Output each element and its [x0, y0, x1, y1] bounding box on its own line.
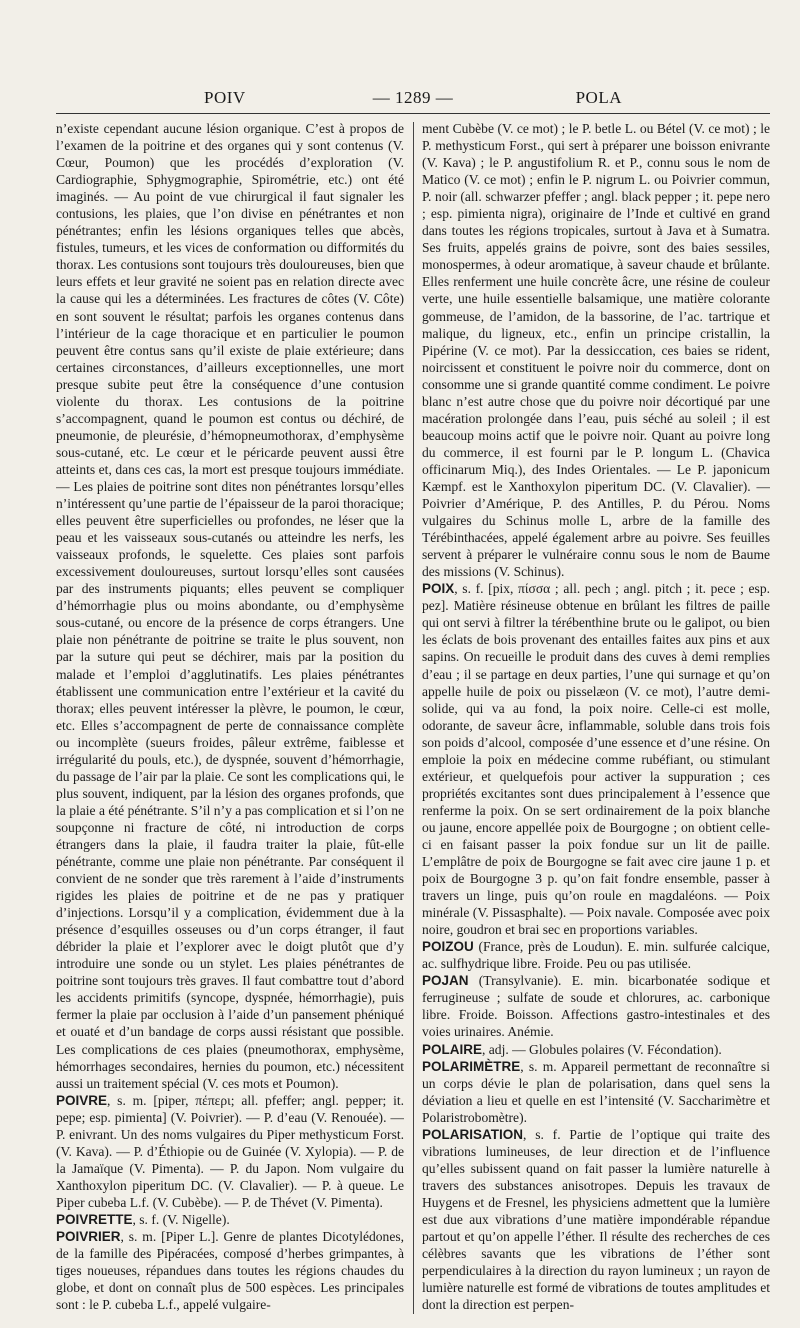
running-head-right: POLA [575, 88, 622, 107]
entry-headword: POIZOU [422, 939, 474, 955]
dictionary-entry [422, 972, 770, 1040]
entry-text: , s. f. [pix, πίσσα ; all. pech ; angl. pitch ; it. pece ; esp. pez]. Matière résineuse obtenue en brûlant les filtres de paille qui ont servi à filtrer la térébenthine brute ou le galipot, ou bien les éclats de bois provenant des entailles faites aux pins et aux sapins. On recueille le produit dans des cuves à demi remplies d’eau ; il se partage en deux parties, l’une qui surnage et qu’on appelle huile de poix ou pisselæon (V. ce mot), l’autre demi-solide, qui va au fond, la poix noire. Celle-ci est molle, odorante, de saveur âcre, inflammable, soluble dans trois fois son poids d’alcool, composée d’une essence et d’une résine. On emploie la poix en médecine comme rubéfiant, ou stimulant extérieur, et quelquefois pour activer la suppuration ; ces propriétés excitantes sont dues principalement à l’essence que renferme la poix. On se sert ordinairement de la poix blanche ou jaune, encore appellée poix de Bourgogne ; on obtient celle-ci en faisant passer la poix fondue sur un lit de paille. L’emplâtre de poix de Bourgogne se fait avec cire jaune 1 p. et poix de Bourgogne 3 p. qu’on fait fondre ensemble, passer à travers un linge, puis qu’on roule en magdaléons. — Poix minérale (V. Pissasphalte). — Poix navale. Composée avec poix noire, goudron et brai sec en proportions variables. [422, 581, 770, 938]
running-head-left: POIV [204, 88, 246, 107]
entry-headword: POLARISATION [422, 1126, 523, 1142]
entry-headword: POJAN [422, 973, 469, 989]
dictionary-entry [56, 1211, 404, 1228]
dictionary-entry [422, 1041, 770, 1058]
paragraph [56, 120, 404, 1092]
dictionary-entry [422, 580, 770, 938]
page-number: — 1289 — [372, 88, 454, 107]
dictionary-entry [422, 938, 770, 972]
text-columns [56, 120, 770, 1314]
entry-headword: POIVRIER [56, 1229, 121, 1245]
entry-text: , s. m. [Piper L.]. Genre de plantes Dicotylédones, de la famille des Pipéracées, composé d’herbes grimpantes, à tiges noueuses, répandues dans toutes les régions chaudes du globe, et dont on connaît plus de 500 espèces. Les principales sont : le P. cubeba L.f., appelé vulgaire- [56, 1229, 404, 1313]
column-divider [413, 122, 414, 1314]
entry-text: ment Cubèbe (V. ce mot) ; le P. betle L. ou Bétel (V. ce mot) ; le P. methysticum Forst., qui sert à préparer une boisson enivrante (V. Kava) ; le P. angustifolium R. et P., connu sous le nom de Matico (V. ce mot) ; enfin le P. nigrum L. ou Poivrier commun, P. noir (all. schwarzer pfeffer ; angl. black pepper ; it. pepe nero ; esp. pimienta nigra), originaire de l’Inde et cultivé en grand dans toutes les régions tropicales, surtout à Java et à Sumatra. Ses fruits, appelés grains de poivre, sont des baies sessiles, monospermes, à odeur aromatique, à saveur chaude et brûlante. Elles renferment une huile concrète âcre, une résine de couleur verte, une huile essentielle balsamique, une matière colorante gommeuse, de l’amidon, de la bassorine, de l’ac. tartrique et malique, du ligneux, etc., enfin un principe cristallin, la Pipérine (V. ce mot). Par la dessiccation, ces baies se rident, noircissent et constituent le poivre noir du commerce, dont on consomme une si grande quantité comme condiment. Le poivre blanc n’est autre chose que du poivre noir décortiqué par une macération prolongée dans l’eau, puis séché au soleil ; il est beaucoup moins actif que le poivre noir. Quant au poivre long du commerce, il est fourni par le P. longum L. (Chavica officinarum Miq.), des Indes Orientales. — Le P. japonicum Kæmpf. est le Xanthoxylon piperitum DC. (V. Clavalier). — Poivrier d’Amérique, P. des Antilles, P. du Pérou. Noms vulgaires du Schinus molle L, arbre de la famille des Térébinthacées, appelé également arbre au poivre. Ses feuilles servent à préparer le vulnéraire connu sous le nom de Baume des missions (V. Schinus). [422, 121, 770, 580]
entry-text: (Transylvanie). E. min. bicarbonatée sodique et ferrugineuse ; sulfate de soude et chlorures, ac. carbonique libre. Froide. Boisson. Affections gastro-intestinales et des voies urinaires. Anémie. [422, 973, 770, 1040]
entry-text: (France, près de Loudun). E. min. sulfurée calcique, ac. sulfhydrique libre. Froide. Peu ou pas utilisée. [422, 939, 770, 972]
dictionary-entry [422, 1126, 770, 1314]
entry-text: , s. f. (V. Nigelle). [132, 1212, 230, 1227]
dictionary-entry [422, 1058, 770, 1126]
entry-text: , s. m. Appareil permettant de reconnaître si un corps dévie le plan de polarisation, dans quel sens la déviation a lieu et quelle en est l’intensité (V. Saccharimètre et Polaristrobomètre). [422, 1058, 770, 1125]
entry-headword: POLARIMÈTRE [422, 1058, 521, 1074]
entry-headword: POIVRE [56, 1092, 108, 1108]
paragraph [422, 120, 770, 580]
dictionary-entry [56, 1092, 404, 1211]
entry-text: , adj. — Globules polaires (V. Fécondation). [482, 1041, 722, 1057]
header-rule [56, 113, 770, 114]
right-column [422, 120, 770, 1314]
running-head [56, 88, 770, 110]
entry-text: , s. m. [piper, πέπερι; all. pfeffer; angl. pepper; it. pepe; esp. pimienta] (V. Poivrier). — P. d’eau (V. Renouée). — P. enivrant. Un des noms vulgaires du Piper methysticum Forst. (V. Kava). — P. d’Éthiopie ou de Guinée (V. Xylopia). — P. de la Jamaïque (V. Pimenta). — P. du Japon. Nom vulgaire du Xanthoxylon piperitum DC. (V. Clavalier). — P. à queue. Le Piper cubeba L.f. (V. Cubèbe). — P. de Thévet (V. Pimenta). [56, 1092, 404, 1210]
entry-headword: POIVRETTE [56, 1212, 133, 1227]
dictionary-entry [56, 1228, 404, 1313]
entry-headword: POLAIRE [422, 1041, 483, 1057]
entry-text: , s. f. Partie de l’optique qui traite des vibrations lumineuses, de leur direction et de l’influence qu’elles subissent quand on fait passer la lumière naturelle à travers des substances anisotropes. Depuis les travaux de Huygens et de Fresnel, les physiciens admettent que la lumière est due aux vibrations d’une matière impondérable répandue partout et qu’on appelle l’éther. Il résulte des recherches de ces célèbres savants que les vibrations de l’éther sont perpendiculaires à la direction du rayon lumineux ; un rayon de lumière naturelle est formé de vibrations de toutes amplitudes et dont la direction est perpen- [422, 1126, 770, 1313]
entry-headword: POIX [422, 581, 455, 597]
left-column [56, 120, 404, 1314]
entry-text: n’existe cependant aucune lésion organique. C’est à propos de l’examen de la poitrine et des organes qui y sont contenus (V. Cœur, Poumon) que les procédés d’exploration (V. Cardiographie, Sphygmographie, Spirométrie, etc.) ont été imaginés. — Au point de vue chirurgical il faut signaler les contusions, les plaies, que l’on divise en pénétrantes et non pénétrantes; enfin les lésions organiques telles que abcès, fistules, tumeurs, et les vices de conformation ou difformités du thorax. Les contusions sont toujours très douloureuses, bien que leurs effets et leur gravité ne soient pas en relation directe avec la cause qui les a déterminées. Les fractures de côtes (V. Côte) en sont souvent le résultat; parfois les organes contenus dans l’intérieur de la cage thoracique et en particulier le poumon peuvent être contus sans qu’il existe de plaie extérieure; dans certaines circonstances, d’ailleurs exceptionnelles, une mort presque subite peut être la conséquence d’une contusion violente du thorax. Les contusions de la poitrine s’accompagnent, quand le poumon est contus ou déchiré, de pneumonie, de pleurésie, d’hémopneumothorax, d’emphysème sous-cutané, etc. Le cœur et le péricarde peuvent aussi être atteints et, dans ces cas, la mort est presque toujours immédiate. — Les plaies de poitrine sont dites non pénétrantes lorsqu’elles n’intéressent qu’une partie de l’épaisseur de la paroi thoracique; elles peuvent être superficielles ou profondes, ne léser que la peau et les vaisseaux sous-cutanés ou atteindre les nerfs, les vaisseaux profonds, le squelette. Ces plaies sont parfois excessivement douloureuses, surtout lorsqu’elles sont causées par des instruments piquants; elles peuvent se compliquer d’hémorrhagie plus ou moins abondante, ou d’emphysème sous-cutané, ou encore de la présence de corps étrangers. Une plaie non pénétrante de poitrine se traite le plus souvent, non par la suture qui peut se déchirer, mais par la position du malade et l’emploi d’agglutinatifs. Les plaies pénétrantes établissent une communication entre l’extérieur et la cavité du thorax; elles peuvent intéresser la plèvre, le poumon, le cœur, etc. Elles s’accompagnent de perte de connaissance complète ou incomplète (sueurs froides, pâleur extrême, faiblesse et irrégularité du pouls, etc.), de dyspnée, souvent d’hémorrhagie, du passage de l’air par la plaie. Ce sont les complications qui, le plus souvent, indiquent, par la lésion des organes profonds, que la plaie a été pénétrante. S’il n’y a pas complication et si l’on ne soupçonne ni fracture de côté, ni introduction de corps étrangers dans la plaie, il faudra traiter la plaie, fût-elle pénétrante, comme une plaie non pénétrante. Par conséquent il convient de ne sonder que très rarement à l’aide d’instruments rigides les plaies de poitrine et de ne pas y pratiquer d’injections. Lorsqu’il y a complication, évidemment due à la présence d’esquilles osseuses ou d’un corps étranger, il faut débrider la plaie et l’explorer avec le doigt plutôt que d’y introduire une sonde ou un stylet. Les plaies pénétrantes de poitrine sont toujours très graves. Il faut combattre tout d’abord les accidents primitifs (syncope, dyspnée, hémorrhagie), puis fermer la plaie par occlusion à l’aide d’un pansement phéniqué et ouaté et d’un bandage de corps aussi résistant que possible. Les complications de ces plaies (pneumothorax, emphysème, hémorrhages secondaires, hernies du poumon, etc.) nécessitent aussi un traitement spécial (V. ces mots et Poumon). [56, 121, 404, 1091]
